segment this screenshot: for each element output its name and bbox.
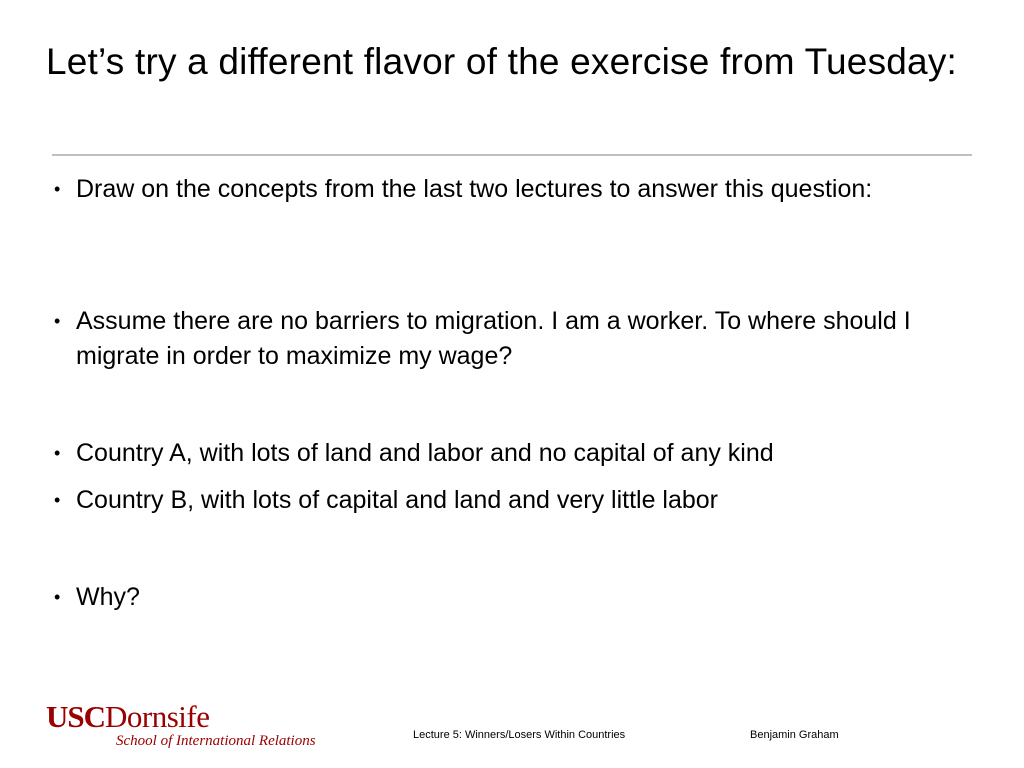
bullet-marker: • [54, 490, 61, 510]
logo-usc-text: USC [46, 699, 106, 734]
footer-lecture-title: Lecture 5: Winners/Losers Within Countries [413, 729, 626, 741]
bullet-text: Assume there are no barriers to migration. I am a worker. To where should I migrate in order to maximize my wage? [76, 307, 911, 370]
logo-dornsife-text: Dornsife [105, 699, 210, 734]
slide-title: Let’s try a different flavor of the exercise from Tuesday: [46, 41, 957, 82]
logo-wordmark [46, 700, 210, 734]
logo-subtitle: School of International Relations [116, 733, 316, 749]
footer-author: Benjamin Graham [750, 729, 839, 741]
bullet-item [54, 172, 934, 207]
bullet-marker: • [54, 443, 61, 463]
title-divider [52, 154, 972, 156]
bullet-text: Country B, with lots of capital and land and very little labor [76, 486, 719, 514]
bullet-text: Draw on the concepts from the last two lectures to answer this question: [76, 175, 873, 203]
bullet-marker: • [54, 587, 61, 607]
bullet-text: Why? [76, 583, 140, 611]
bullet-marker: • [54, 179, 61, 199]
bullet-item [54, 436, 934, 471]
bullet-item [54, 483, 934, 518]
bullet-item [54, 580, 934, 615]
bullet-marker: • [54, 311, 61, 331]
bullet-text: Country A, with lots of land and labor and no capital of any kind [76, 439, 774, 467]
bullet-item [54, 304, 934, 374]
usc-dornsife-logo [46, 699, 316, 752]
